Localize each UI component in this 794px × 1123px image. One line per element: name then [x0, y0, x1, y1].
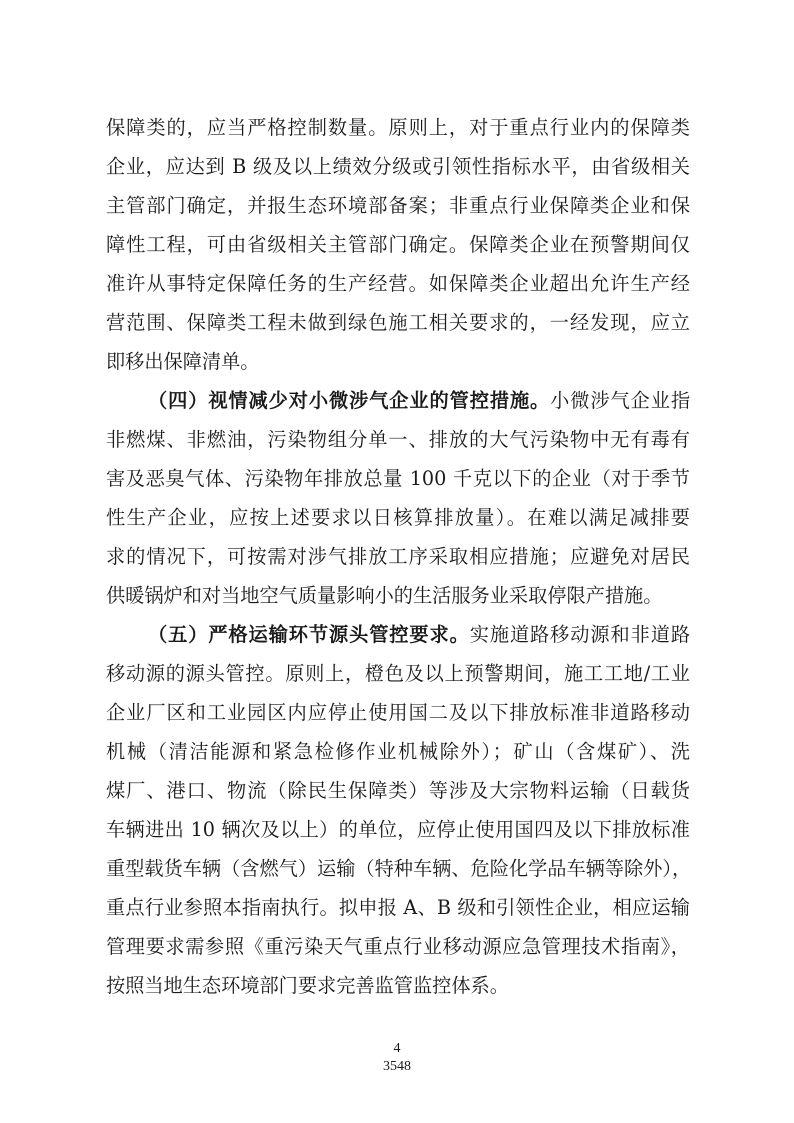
heading-line-text: 实施道路移动源和非道路 — [469, 623, 691, 646]
text-line: 车辆进出 10 辆次及以上）的单位，应停止使用国四及以下排放标准 — [106, 818, 690, 841]
text-line: 性生产企业，应按上述要求以日核算排放量）。在难以满足减排要 — [106, 506, 690, 529]
text-line: 保障类的，应当严格控制数量。原则上，对于重点行业内的保障类 — [106, 116, 690, 139]
page-number: 4 — [393, 1041, 401, 1056]
text-line: 求的情况下，可按需对涉气排放工序采取相应措施；应避免对居民 — [106, 545, 690, 568]
text-line: 准许从事特定保障任务的生产经营。如保障类企业超出允许生产经 — [106, 272, 690, 295]
text-line: 重点行业参照本指南执行。拟申报 A、B 级和引领性企业，相应运输 — [106, 896, 690, 919]
paragraph-transport-control — [106, 615, 690, 1005]
text-line: 煤厂、港口、物流（除民生保障类）等涉及大宗物料运输（日载货 — [106, 779, 690, 802]
text-line — [106, 381, 690, 420]
paragraph-small-enterprises — [106, 381, 690, 615]
text-line: 重型载货车辆（含燃气）运输（特种车辆、危险化学品车辆等除外）， — [106, 857, 692, 880]
text-line: 障性工程，可由省级相关主管部门确定。保障类企业在预警期间仅 — [106, 233, 690, 256]
body-text — [106, 108, 690, 1005]
text-line: 移动源的源头管控。原则上，橙色及以上预警期间，施工工地/工业 — [106, 662, 690, 685]
text-line: 营范围、保障类工程未做到绿色施工相关要求的，一经发现，应立 — [106, 311, 690, 334]
text-line: 害及恶臭气体、污染物年排放总量 100 千克以下的企业（对于季节 — [106, 467, 690, 490]
text-line: 机械（清洁能源和紧急检修作业机械除外）；矿山（含煤矿）、洗 — [106, 740, 690, 763]
text-line: 企业，应达到 B 级及以上绩效分级或引领性指标水平，由省级相关 — [106, 155, 690, 178]
text-line: 即移出保障清单。 — [106, 350, 260, 373]
text-line: 供暖锅炉和对当地空气质量影响小的生活服务业采取停限产措施。 — [106, 584, 663, 607]
text-line: 主管部门确定，并报生态环境部备案；非重点行业保障类企业和保 — [106, 194, 690, 217]
text-line: 管理要求需参照《重污染天气重点行业移动源应急管理技术指南》， — [106, 935, 690, 958]
section-heading-5: （五）严格运输环节源头管控要求。 — [148, 623, 470, 646]
section-heading-4: （四）视情减少对小微涉气企业的管控措施。 — [148, 389, 551, 412]
text-line — [106, 615, 690, 654]
text-line: 非燃煤、非燃油，污染物组分单一、排放的大气污染物中无有毒有 — [106, 428, 690, 451]
heading-line-text: 小微涉气企业指 — [550, 389, 691, 412]
text-line: 按照当地生态环境部门要求完善监管监控体系。 — [106, 974, 509, 997]
text-line: 企业厂区和工业园区内应停止使用国二及以下排放标准非道路移动 — [106, 701, 690, 724]
paragraph-guarantee-enterprises — [106, 108, 690, 381]
document-number: 3548 — [383, 1059, 411, 1074]
